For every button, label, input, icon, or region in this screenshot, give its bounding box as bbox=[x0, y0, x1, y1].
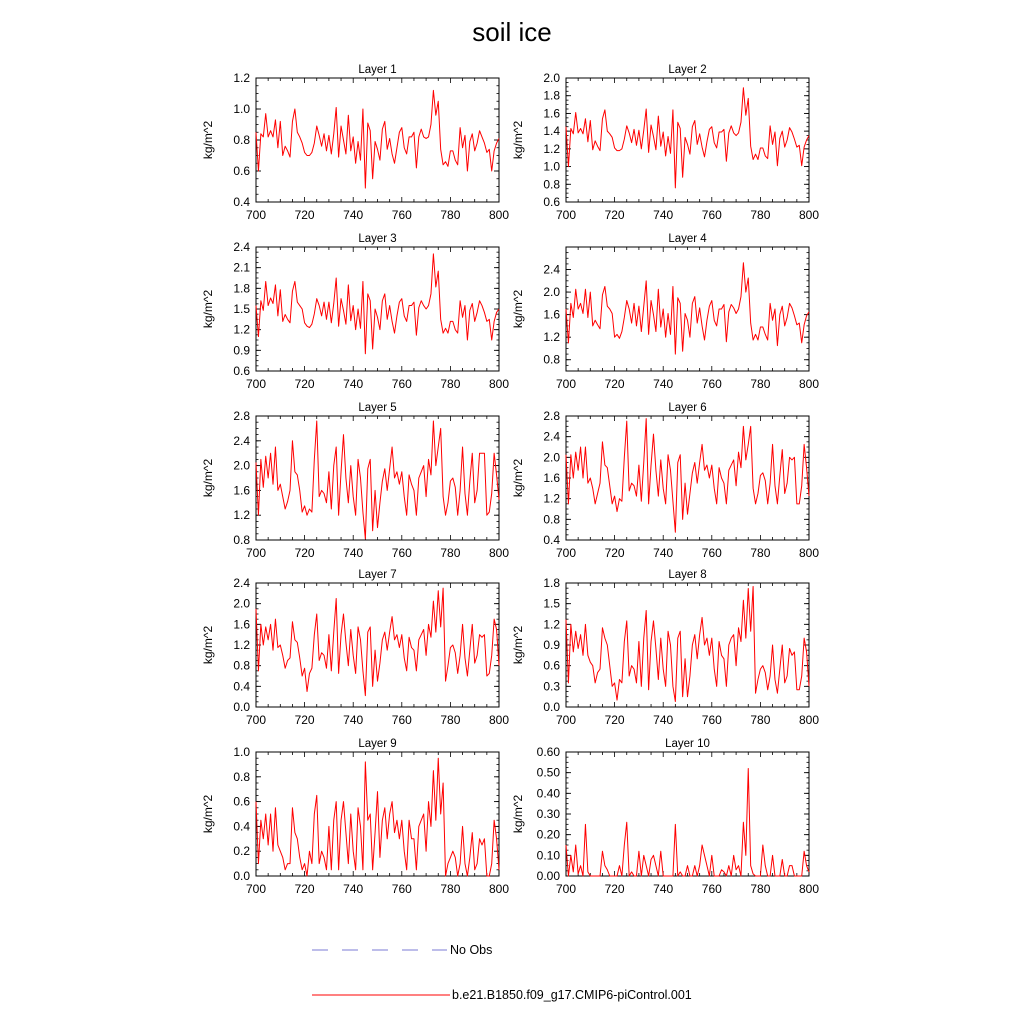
x-tick-label: 740 bbox=[343, 713, 364, 727]
x-tick-label: 720 bbox=[294, 208, 315, 222]
y-tick-label: 0.2 bbox=[233, 844, 250, 859]
y-tick-label: 1.5 bbox=[233, 302, 250, 316]
panel-title: Layer 6 bbox=[668, 402, 707, 414]
y-tick-label: 2.8 bbox=[543, 409, 560, 423]
x-tick-label: 780 bbox=[440, 546, 461, 560]
x-tick-label: 700 bbox=[245, 713, 267, 727]
x-tick-label: 760 bbox=[701, 713, 722, 727]
y-tick-label: 0.4 bbox=[543, 533, 560, 547]
y-tick-label: 1.2 bbox=[543, 491, 560, 506]
x-tick-label: 700 bbox=[245, 377, 267, 391]
y-axis-label: kg/m^2 bbox=[511, 120, 525, 160]
plot-frame bbox=[256, 583, 499, 707]
y-tick-label: 0.50 bbox=[536, 765, 560, 780]
series-line bbox=[566, 88, 809, 188]
panel-title: Layer 2 bbox=[668, 64, 707, 76]
x-tick-label: 780 bbox=[440, 713, 461, 727]
x-tick-label: 720 bbox=[294, 882, 315, 896]
y-tick-label: 0.00 bbox=[536, 869, 560, 883]
y-tick-label: 0.9 bbox=[233, 343, 250, 358]
x-tick-label: 720 bbox=[604, 208, 625, 222]
y-tick-label: 1.2 bbox=[233, 638, 250, 652]
y-axis-label: kg/m^2 bbox=[511, 289, 525, 329]
y-tick-label: 1.2 bbox=[543, 617, 560, 632]
y-tick-label: 0.6 bbox=[233, 794, 250, 809]
y-tick-label: 0.10 bbox=[536, 848, 560, 863]
x-tick-label: 700 bbox=[245, 208, 267, 222]
x-tick-label: 740 bbox=[343, 377, 364, 391]
panel-3 bbox=[201, 233, 509, 391]
x-tick-label: 780 bbox=[750, 713, 771, 727]
x-tick-label: 740 bbox=[653, 208, 674, 222]
y-tick-label: 2.0 bbox=[543, 285, 560, 300]
y-tick-label: 0.8 bbox=[543, 512, 560, 527]
x-tick-label: 740 bbox=[343, 546, 364, 560]
x-tick-label: 740 bbox=[653, 882, 674, 896]
x-tick-label: 720 bbox=[294, 546, 315, 560]
y-tick-label: 1.2 bbox=[233, 71, 250, 85]
panel-6 bbox=[511, 402, 819, 560]
x-tick-label: 800 bbox=[798, 546, 820, 560]
y-tick-label: 2.4 bbox=[233, 576, 250, 590]
y-tick-label: 1.6 bbox=[543, 307, 560, 322]
y-tick-label: 1.4 bbox=[543, 124, 560, 139]
y-tick-label: 0.8 bbox=[543, 352, 560, 367]
panel-title: Layer 4 bbox=[668, 233, 707, 245]
x-tick-label: 780 bbox=[750, 546, 771, 560]
plot-frame bbox=[566, 247, 809, 371]
x-tick-label: 760 bbox=[701, 546, 722, 560]
y-tick-label: 1.6 bbox=[543, 471, 560, 485]
y-tick-label: 2.4 bbox=[543, 262, 560, 277]
x-tick-label: 800 bbox=[488, 882, 510, 896]
series-line bbox=[256, 90, 499, 188]
y-tick-label: 1.2 bbox=[233, 508, 250, 523]
y-axis-label: kg/m^2 bbox=[511, 794, 525, 834]
plot-frame bbox=[566, 78, 809, 202]
y-tick-label: 0.6 bbox=[543, 658, 560, 673]
y-tick-label: 0.4 bbox=[233, 195, 250, 209]
y-tick-label: 0.0 bbox=[233, 700, 250, 714]
y-axis-label: kg/m^2 bbox=[511, 625, 525, 665]
x-tick-label: 780 bbox=[750, 208, 771, 222]
series-line bbox=[566, 263, 809, 354]
y-tick-label: 0.9 bbox=[543, 638, 560, 652]
y-tick-label: 2.4 bbox=[233, 240, 250, 254]
y-axis-label: kg/m^2 bbox=[511, 458, 525, 498]
series-line bbox=[256, 758, 499, 876]
x-tick-label: 720 bbox=[604, 546, 625, 560]
panel-title: Layer 9 bbox=[358, 738, 397, 750]
y-tick-label: 1.5 bbox=[543, 596, 560, 611]
y-tick-label: 0.30 bbox=[536, 807, 560, 821]
x-tick-label: 800 bbox=[488, 713, 510, 727]
y-tick-label: 2.0 bbox=[233, 458, 250, 473]
legend-model-label: b.e21.B1850.f09_g17.CMIP6-piControl.001 bbox=[452, 988, 692, 1002]
legend-no-obs-label: No Obs bbox=[450, 943, 493, 957]
x-tick-label: 780 bbox=[440, 208, 461, 222]
panel-10 bbox=[511, 738, 819, 896]
x-tick-label: 800 bbox=[488, 208, 510, 222]
y-tick-label: 2.4 bbox=[233, 433, 250, 448]
y-tick-label: 2.0 bbox=[233, 596, 250, 611]
figure-title: soil ice bbox=[472, 17, 552, 47]
y-tick-label: 1.8 bbox=[233, 281, 250, 296]
panel-4 bbox=[511, 233, 819, 391]
y-tick-label: 1.8 bbox=[543, 88, 560, 103]
panel-2 bbox=[511, 64, 819, 222]
x-tick-label: 740 bbox=[653, 546, 674, 560]
x-tick-label: 760 bbox=[701, 377, 722, 391]
panel-title: Layer 1 bbox=[358, 64, 397, 76]
x-tick-label: 720 bbox=[604, 882, 625, 896]
panel-9 bbox=[201, 738, 509, 896]
y-tick-label: 1.6 bbox=[543, 106, 560, 121]
y-tick-label: 2.8 bbox=[233, 409, 250, 423]
y-tick-label: 1.6 bbox=[233, 483, 250, 498]
y-tick-label: 2.0 bbox=[543, 450, 560, 465]
y-axis-label: kg/m^2 bbox=[201, 625, 215, 665]
x-tick-label: 800 bbox=[488, 546, 510, 560]
x-tick-label: 800 bbox=[798, 377, 820, 391]
y-axis-label: kg/m^2 bbox=[201, 458, 215, 498]
series-line bbox=[256, 254, 499, 354]
y-tick-label: 0.3 bbox=[543, 679, 560, 694]
x-tick-label: 760 bbox=[701, 208, 722, 222]
y-tick-label: 2.1 bbox=[233, 260, 250, 275]
x-tick-label: 700 bbox=[555, 882, 577, 896]
y-axis-label: kg/m^2 bbox=[201, 289, 215, 329]
y-axis-label: kg/m^2 bbox=[201, 120, 215, 160]
y-tick-label: 1.6 bbox=[233, 617, 250, 632]
x-tick-label: 760 bbox=[391, 882, 412, 896]
y-tick-label: 2.4 bbox=[543, 429, 560, 444]
x-tick-label: 780 bbox=[750, 882, 771, 896]
x-tick-label: 780 bbox=[440, 377, 461, 391]
legend bbox=[312, 943, 692, 1002]
panel-5 bbox=[201, 402, 509, 560]
x-tick-label: 760 bbox=[391, 713, 412, 727]
y-tick-label: 0.6 bbox=[233, 164, 250, 178]
series-line bbox=[566, 586, 809, 701]
y-tick-label: 0.6 bbox=[543, 195, 560, 209]
series-line bbox=[256, 588, 499, 695]
series-line bbox=[256, 421, 499, 539]
x-tick-label: 800 bbox=[798, 713, 820, 727]
panel-title: Layer 7 bbox=[358, 569, 397, 581]
plot-frame bbox=[566, 416, 809, 540]
x-tick-label: 720 bbox=[294, 713, 315, 727]
y-tick-label: 1.2 bbox=[543, 330, 560, 345]
x-tick-label: 740 bbox=[343, 882, 364, 896]
x-tick-label: 760 bbox=[391, 377, 412, 391]
y-tick-label: 0.6 bbox=[233, 364, 250, 378]
y-tick-label: 0.8 bbox=[233, 658, 250, 673]
y-tick-label: 0.60 bbox=[536, 745, 560, 759]
x-tick-label: 720 bbox=[294, 377, 315, 391]
x-tick-label: 700 bbox=[555, 713, 577, 727]
x-tick-label: 800 bbox=[488, 377, 510, 391]
panel-title: Layer 10 bbox=[665, 738, 710, 750]
y-axis-label: kg/m^2 bbox=[201, 794, 215, 834]
plot-frame bbox=[256, 78, 499, 202]
x-tick-label: 700 bbox=[245, 546, 267, 560]
y-tick-label: 1.2 bbox=[543, 141, 560, 156]
y-tick-label: 0.20 bbox=[536, 827, 560, 842]
x-tick-label: 780 bbox=[750, 377, 771, 391]
x-tick-label: 760 bbox=[701, 882, 722, 896]
x-tick-label: 740 bbox=[343, 208, 364, 222]
x-tick-label: 800 bbox=[798, 882, 820, 896]
y-tick-label: 0.40 bbox=[536, 786, 560, 801]
y-tick-label: 0.0 bbox=[233, 869, 250, 883]
y-tick-label: 0.0 bbox=[543, 700, 560, 714]
panel-title: Layer 3 bbox=[358, 233, 397, 245]
y-tick-label: 0.8 bbox=[233, 133, 250, 147]
x-tick-label: 720 bbox=[604, 377, 625, 391]
panel-title: Layer 5 bbox=[358, 402, 397, 414]
panel-title: Layer 8 bbox=[668, 569, 707, 581]
y-tick-label: 1.8 bbox=[543, 576, 560, 590]
x-tick-label: 780 bbox=[440, 882, 461, 896]
plot-frame bbox=[256, 247, 499, 371]
y-tick-label: 1.2 bbox=[233, 322, 250, 337]
y-tick-label: 0.8 bbox=[233, 769, 250, 784]
x-tick-label: 700 bbox=[555, 377, 577, 391]
panel-7 bbox=[201, 569, 509, 727]
y-tick-label: 1.0 bbox=[233, 102, 250, 116]
y-tick-label: 1.0 bbox=[543, 159, 560, 174]
panel-1 bbox=[201, 64, 509, 222]
series-line bbox=[566, 769, 809, 876]
series-line bbox=[566, 419, 809, 533]
x-tick-label: 720 bbox=[604, 713, 625, 727]
x-tick-label: 740 bbox=[653, 377, 674, 391]
x-tick-label: 800 bbox=[798, 208, 820, 222]
y-tick-label: 0.4 bbox=[233, 819, 250, 834]
x-tick-label: 760 bbox=[391, 208, 412, 222]
y-tick-label: 0.8 bbox=[543, 177, 560, 192]
x-tick-label: 700 bbox=[555, 208, 577, 222]
x-tick-label: 760 bbox=[391, 546, 412, 560]
panel-8 bbox=[511, 569, 819, 727]
y-tick-label: 0.4 bbox=[233, 679, 250, 694]
x-tick-label: 740 bbox=[653, 713, 674, 727]
y-tick-label: 2.0 bbox=[543, 71, 560, 85]
x-tick-label: 700 bbox=[555, 546, 577, 560]
y-tick-label: 0.8 bbox=[233, 533, 250, 547]
y-tick-label: 1.0 bbox=[233, 745, 250, 759]
x-tick-label: 700 bbox=[245, 882, 267, 896]
